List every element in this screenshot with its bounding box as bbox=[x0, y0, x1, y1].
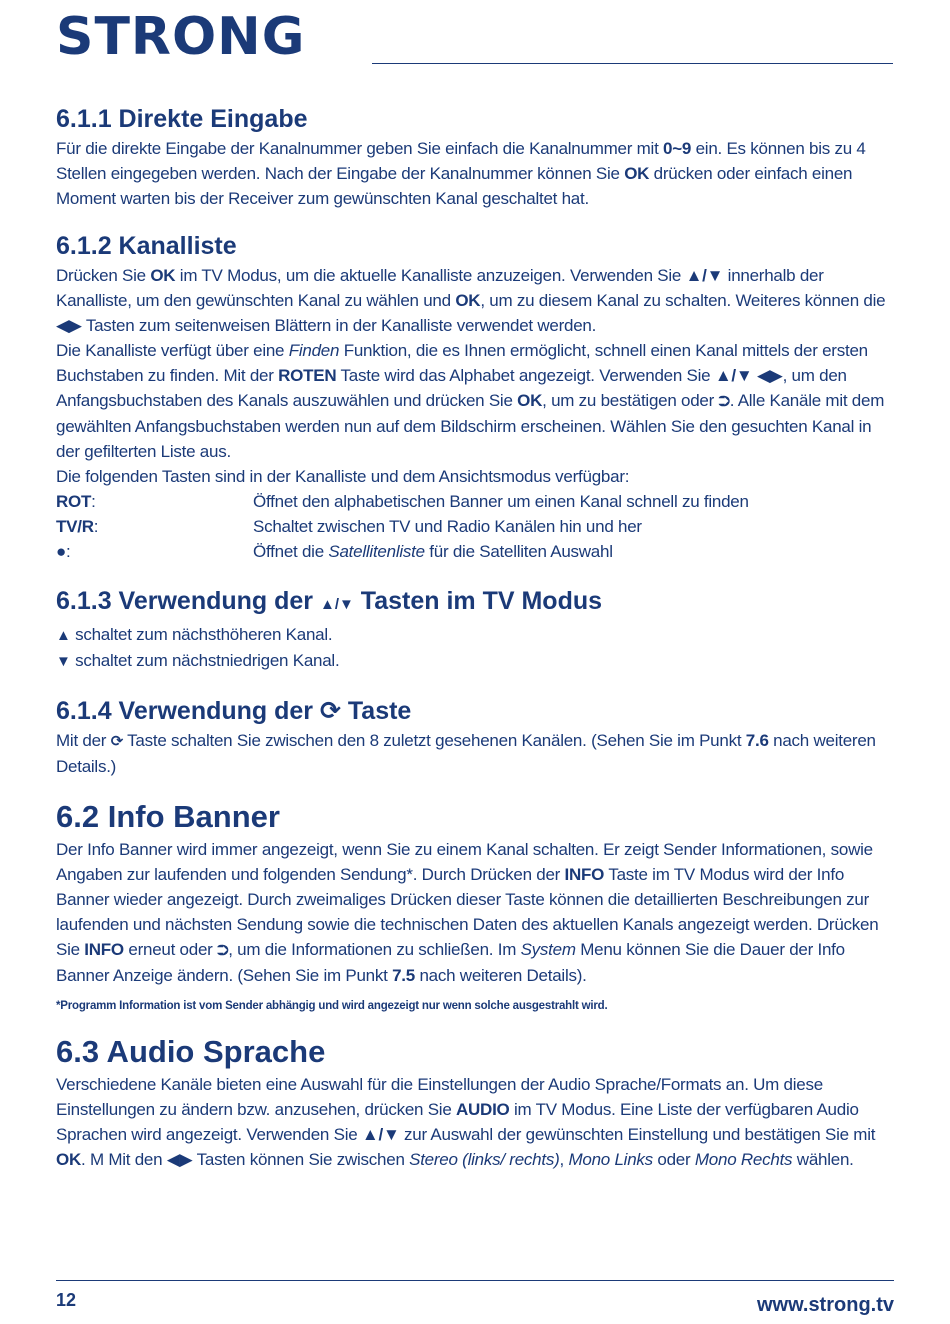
heading-6-2: 6.2 Info Banner bbox=[56, 799, 280, 834]
paragraph-find-function: Die Kanalliste verfügt über eine Finden Funktion, die es Ihnen ermöglicht, schnell einen Kanal mittels der ersten Buchstaben zu finden. Mit der ROTEN Taste wird das Alphabet angezeigt. Verwenden Sie ▲/▼ ◀▶, um den Anfangsbuchstaben des Kanals auszuwählen und drücken Sie OK, um zu bestätigen oder ⮊. Alle Kanäle mit dem gewählten Anfangsbuchstaben werden nun auf dem Bildschirm erscheinen. Wählen Sie den gesuchten Kanal in der gefilterten Liste aus. bbox=[56, 341, 885, 461]
blue-dot-icon: ● bbox=[56, 542, 67, 561]
page-content bbox=[56, 102, 894, 1172]
recall-icon-inline: ⟳ bbox=[110, 733, 124, 750]
footer-divider bbox=[56, 1280, 894, 1281]
heading-6-1-3: 6.1.3 Verwendung der ▲/▼ Tasten im TV Modus bbox=[56, 587, 603, 615]
arrow-up-icon: ▲ bbox=[56, 627, 71, 644]
heading-6-1-4: 6.1.4 Verwendung der ⟳ Taste bbox=[56, 697, 412, 725]
line-channel-down: ▼ schaltet zum nächstniedrigen Kanal. bbox=[56, 651, 340, 670]
paragraph-recall: Mit der ⟳ Taste schalten Sie zwischen den 8 zuletzt gesehenen Kanälen. (Sehen Sie im Punkt 7.6 nach weiteren Details.) bbox=[56, 731, 876, 776]
strong-logo bbox=[56, 10, 324, 63]
up-down-arrows-icon: ▲/▼ bbox=[319, 596, 354, 613]
heading-6-3: 6.3 Audio Sprache bbox=[56, 1034, 326, 1069]
paragraph-audio: Verschiedene Kanäle bieten eine Auswahl für die Einstellungen der Audio Sprache/Formats an. Um diese Einstellungen zu ändern bzw. anzusehen, drücken Sie AUDIO im TV Modus. Eine Liste der verfügbaren Audio Sprachen wird angezeigt. Verwenden Sie ▲/▼ zur Auswahl der gewünschten Einstellung und bestätigen Sie mit OK. M Mit den ◀▶ Tasten können Sie zwischen Stereo (links/ rechts), Mono Links oder Mono Rechts wählen. bbox=[56, 1075, 876, 1169]
recall-icon: ⟳ bbox=[319, 697, 341, 725]
exit-icon: ⮊ bbox=[718, 393, 730, 410]
key-row-tvr: TV/R: Schaltet zwischen TV und Radio Kanälen hin und her bbox=[56, 517, 642, 536]
footnote: *Programm Information ist vom Sender abhängig und wird angezeigt nur wenn solche ausgestrahlt wird. bbox=[56, 1000, 608, 1012]
website-link[interactable]: www.strong.tv bbox=[756, 1294, 894, 1316]
heading-6-1-1: 6.1.1 Direkte Eingabe bbox=[56, 105, 308, 133]
svg-text:STRONG: STRONG bbox=[56, 10, 306, 58]
line-channel-up: ▲ schaltet zum nächsthöheren Kanal. bbox=[56, 625, 333, 644]
paragraph-channel-list: Drücken Sie OK im TV Modus, um die aktuelle Kanalliste anzuzeigen. Verwenden Sie ▲/▼ innerhalb der Kanalliste, um den gewünschten Kanal zu wählen und OK, um zu diesem Kanal zu schalten. Weiteres können die ◀▶ Tasten zum seitenweisen Blättern in der Kanalliste verwendet werden. bbox=[56, 266, 886, 335]
paragraph-info-banner: Der Info Banner wird immer angezeigt, wenn Sie zu einem Kanal schalten. Er zeigt Sender Informationen, sowie Angaben zur laufenden und folgenden Sendung*. Durch Drücken der INFO Taste im TV Modus wird der Info Banner wieder angezeigt. Durch zweimaliges Drücken dieser Taste können die detaillierten Beschreibungen zur laufenden und nächsten Sendung sowie die technischen Daten des aktuellen Kanals angezeigt werden. Drücken Sie INFO erneut oder ⮊, um die Informationen zu schließen. Im System Menu können Sie die Dauer der Info Banner Anzeige ändern. (Sehen Sie im Punkt 7.5 nach weiteren Details). bbox=[56, 840, 879, 985]
exit-icon-2: ⮊ bbox=[217, 942, 229, 959]
logo-wordmark bbox=[56, 10, 324, 58]
key-row-satellite: ●: Öffnet die Satellitenliste für die Satelliten Auswahl bbox=[56, 542, 613, 561]
key-row-rot: ROT: Öffnet den alphabetischen Banner um einen Kanal schnell zu finden bbox=[56, 492, 749, 511]
page-number: 12 bbox=[56, 1290, 77, 1310]
header-divider bbox=[372, 63, 893, 64]
heading-6-1-2: 6.1.2 Kanalliste bbox=[56, 232, 237, 260]
arrow-down-icon: ▼ bbox=[56, 653, 71, 670]
paragraph-keys-intro: Die folgenden Tasten sind in der Kanalliste und dem Ansichtsmodus verfügbar: bbox=[56, 467, 630, 486]
paragraph-direct-input: Für die direkte Eingabe der Kanalnummer geben Sie einfach die Kanalnummer mit 0~9 ein. Es können bis zu 4 Stellen eingegeben werden. Nach der Eingabe der Kanalnummer können Sie OK drücken oder einfach einen Moment warten bis der Receiver zum gewünschten Kanal geschaltet hat. bbox=[56, 139, 866, 208]
